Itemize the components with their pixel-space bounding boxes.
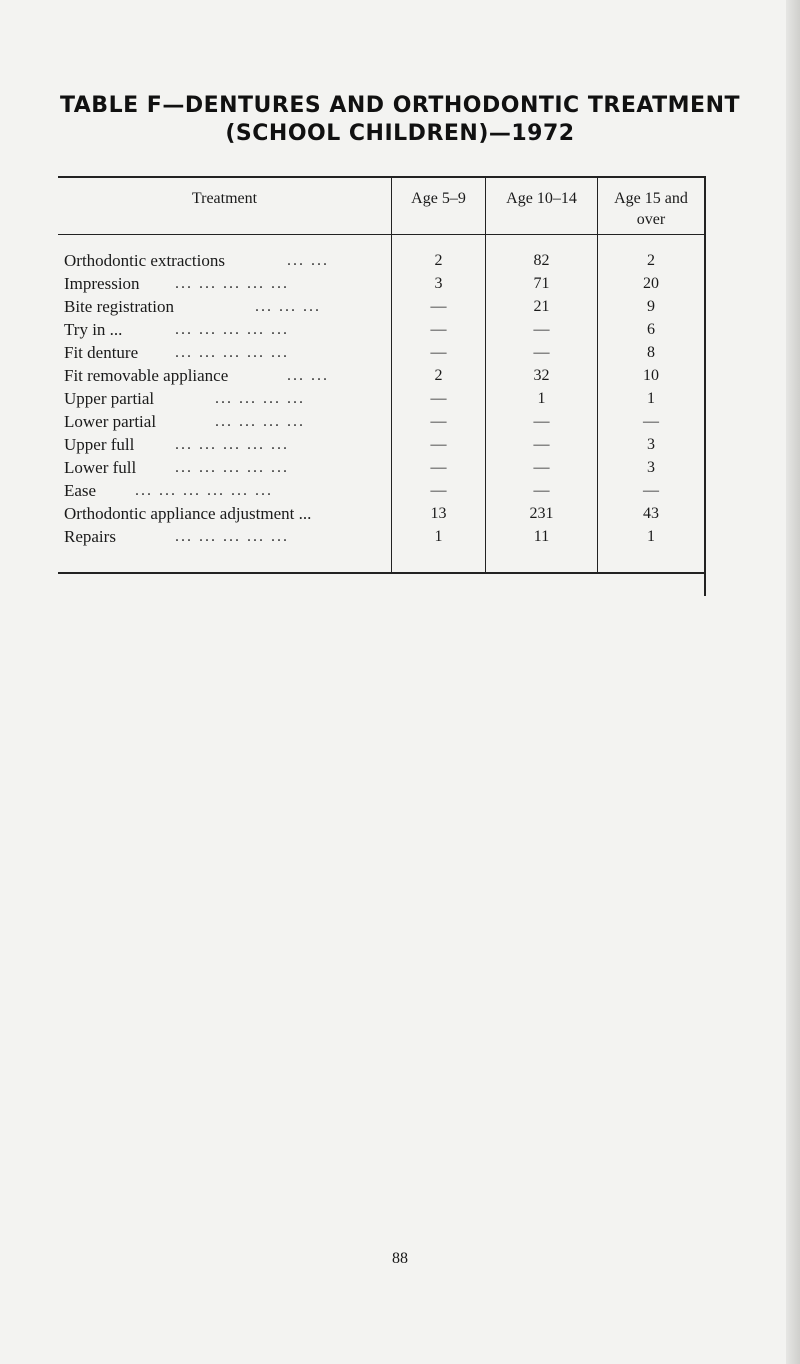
table-row <box>0 318 800 341</box>
table-row <box>0 249 800 272</box>
header-age-15-over: Age 15 and over <box>614 190 688 228</box>
leader-dots: ... ... ... ... ... <box>175 344 289 361</box>
cell-age-10-14: 21 <box>533 298 550 315</box>
cell-age-10-14: 32 <box>533 367 550 384</box>
row-label: Lower full <box>64 458 137 477</box>
cell-age-15-over: 43 <box>643 505 659 522</box>
cell-age-10-14: — <box>533 344 550 361</box>
cell-age-5-9: — <box>430 344 447 361</box>
leader-dots: ... ... <box>287 367 329 384</box>
cell-age-5-9: 3 <box>434 275 443 292</box>
table-row <box>0 456 800 479</box>
cell-age-10-14: — <box>533 436 550 453</box>
header-age-5-9: Age 5–9 <box>411 190 466 207</box>
cell-age-15-over: 1 <box>647 390 655 407</box>
cell-age-5-9: — <box>430 459 447 476</box>
cell-age-15-over: 10 <box>643 367 659 384</box>
row-label: Impression <box>64 274 140 293</box>
page-subtitle: (SCHOOL CHILDREN)—1972 <box>225 121 575 146</box>
page-edge-shadow <box>786 0 800 1364</box>
cell-age-5-9: 2 <box>434 367 443 384</box>
row-label: Upper partial <box>64 389 155 408</box>
row-label: Ease <box>64 481 97 500</box>
cell-age-5-9: — <box>430 298 447 315</box>
cell-age-5-9: 2 <box>434 252 443 269</box>
leader-dots: ... ... ... ... ... <box>175 321 289 338</box>
cell-age-10-14: — <box>533 482 550 499</box>
leader-dots: ... ... ... ... ... <box>175 528 289 545</box>
table-row <box>0 295 800 318</box>
cell-age-5-9: — <box>430 413 447 430</box>
cell-age-5-9: 1 <box>434 528 443 545</box>
cell-age-10-14: — <box>533 413 550 430</box>
leader-dots: ... ... ... ... <box>215 390 305 407</box>
page-number: 88 <box>392 1250 408 1267</box>
row-label: Bite registration <box>64 297 175 316</box>
page-title: TABLE F—DENTURES AND ORTHODONTIC TREATMENT <box>59 93 741 118</box>
cell-age-15-over: 3 <box>647 436 655 453</box>
table-row <box>0 525 800 548</box>
leader-dots: ... ... ... ... ... <box>175 275 289 292</box>
table-row <box>0 272 800 295</box>
header-age-10-14: Age 10–14 <box>506 190 577 207</box>
cell-age-10-14: — <box>533 321 550 338</box>
cell-age-15-over: 20 <box>643 275 659 292</box>
leader-dots: ... ... ... <box>255 298 321 315</box>
cell-age-5-9: — <box>430 390 447 407</box>
cell-age-15-over: 8 <box>647 344 655 361</box>
leader-dots: ... ... ... ... ... ... <box>135 482 273 499</box>
table-row <box>0 502 800 525</box>
row-label: Fit removable appliance <box>64 366 229 385</box>
table-body <box>0 249 800 548</box>
table-row <box>0 341 800 364</box>
cell-age-15-over: 2 <box>647 252 655 269</box>
leader-dots: ... ... ... ... <box>215 413 305 430</box>
cell-age-15-over: 1 <box>647 528 655 545</box>
cell-age-15-over: — <box>643 413 659 430</box>
table-row <box>0 364 800 387</box>
row-label: Repairs <box>64 527 116 546</box>
table-row <box>0 410 800 433</box>
row-label: Try in ... <box>64 320 123 339</box>
table-row <box>0 387 800 410</box>
cell-age-10-14: 231 <box>529 505 554 522</box>
cell-age-10-14: 11 <box>533 528 550 545</box>
row-label: Orthodontic appliance adjustment ... <box>64 504 312 523</box>
cell-age-5-9: — <box>430 482 447 499</box>
cell-age-15-over: — <box>643 482 659 499</box>
row-label: Orthodontic extractions <box>64 251 225 270</box>
row-label: Lower partial <box>64 412 157 431</box>
row-label: Upper full <box>64 435 135 454</box>
table-row <box>0 433 800 456</box>
table-top-rule <box>58 176 706 178</box>
leader-dots: ... ... ... ... ... <box>175 436 289 453</box>
cell-age-15-over: 3 <box>647 459 655 476</box>
cell-age-10-14: — <box>533 459 550 476</box>
cell-age-10-14: 1 <box>537 390 546 407</box>
header-treatment: Treatment <box>191 190 258 207</box>
header-rule <box>58 234 706 235</box>
table-row <box>0 479 800 502</box>
cell-age-10-14: 71 <box>533 275 550 292</box>
leader-dots: ... ... ... ... ... <box>175 459 289 476</box>
cell-age-5-9: — <box>430 321 447 338</box>
row-label: Fit denture <box>64 343 139 362</box>
cell-age-10-14: 82 <box>533 252 550 269</box>
table-bottom-rule <box>58 572 706 574</box>
cell-age-5-9: 13 <box>430 505 447 522</box>
cell-age-15-over: 6 <box>647 321 655 338</box>
cell-age-15-over: 9 <box>647 298 655 315</box>
leader-dots: ... ... <box>287 252 329 269</box>
cell-age-5-9: — <box>430 436 447 453</box>
